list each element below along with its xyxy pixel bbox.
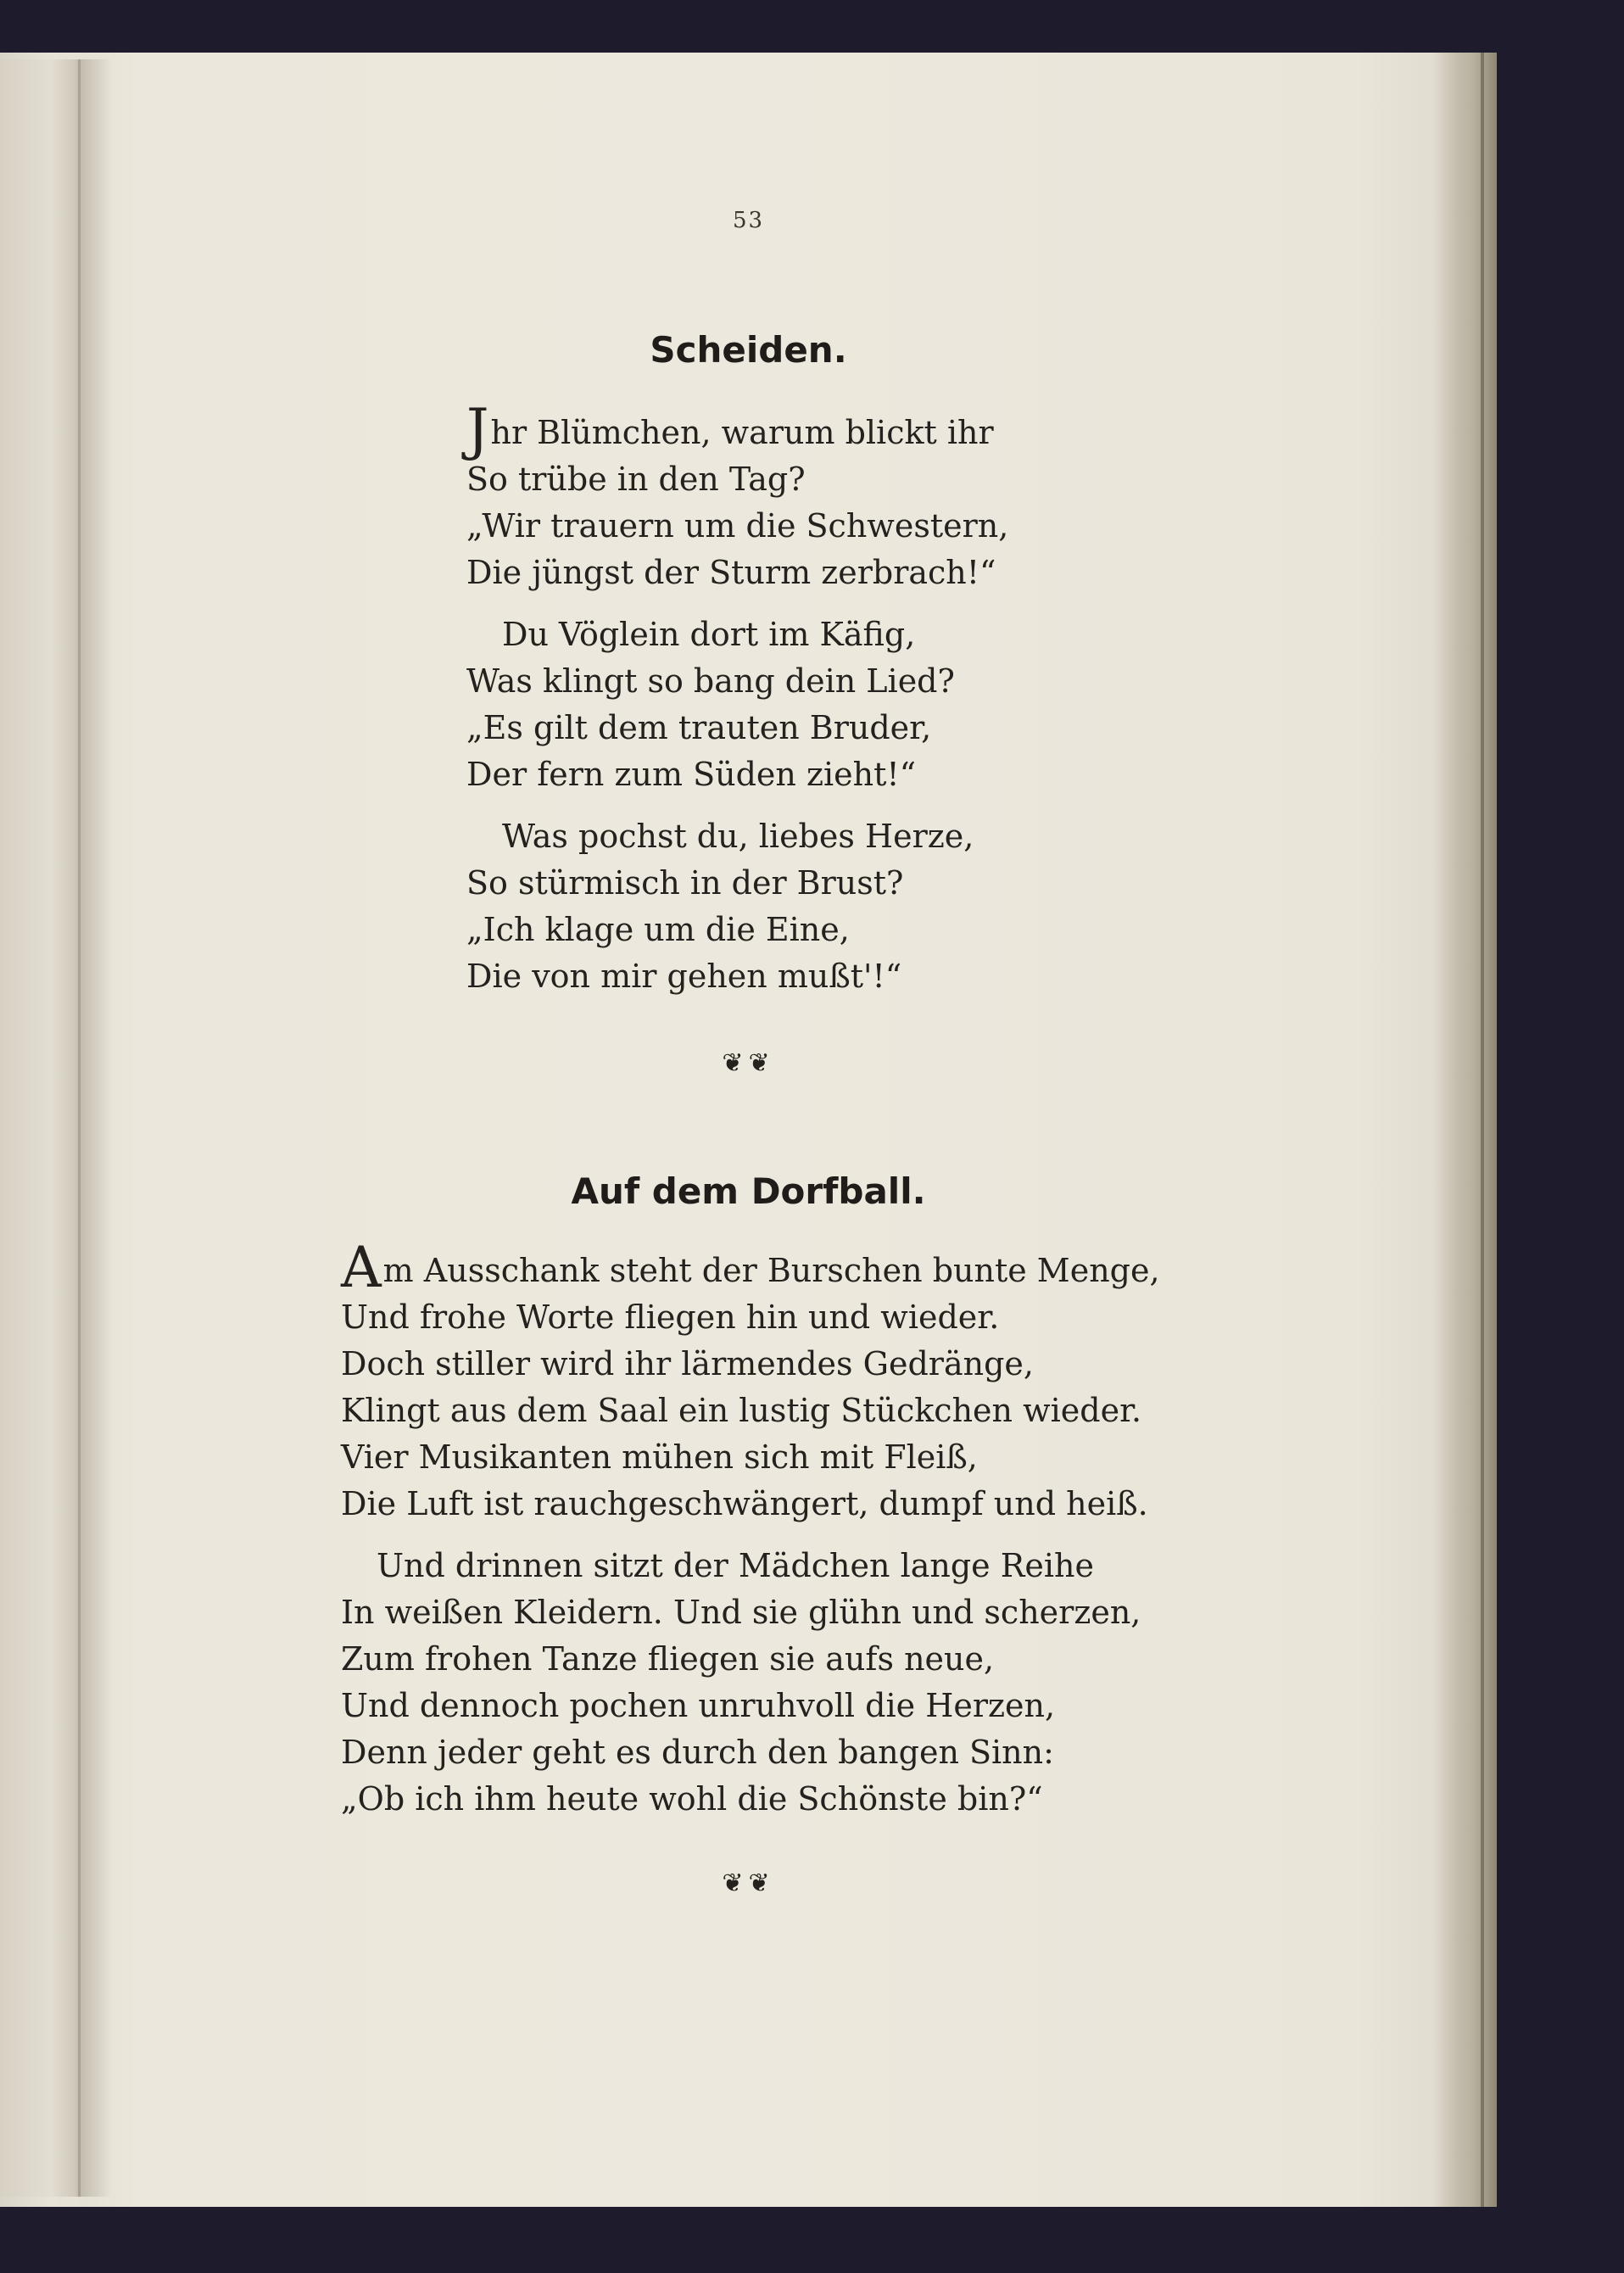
poem-line: So trübe in den Tag? — [466, 461, 806, 498]
stanza — [341, 1235, 1160, 1527]
poem-line: Und drinnen sitzt der Mädchen lange Reihe — [377, 1547, 1094, 1584]
stanza — [341, 1543, 1160, 1823]
poem-line: „Ob ich ihm heute wohl die Schönste bin?“ — [341, 1780, 1043, 1818]
page-number: 53 — [732, 208, 765, 233]
poem-line: So stürmisch in der Brust? — [466, 864, 904, 902]
poem-auf-dem-dorfball — [341, 1235, 1160, 1838]
stanza — [466, 612, 1008, 798]
poem-line: Die Luft ist rauchgeschwängert, dumpf und heiß. — [341, 1485, 1148, 1522]
poem-line: Doch stiller wird ihr lärmendes Gedränge, — [341, 1345, 1034, 1382]
poem-line: Die jüngst der Sturm zerbrach!“ — [466, 554, 996, 591]
poem-line: Der fern zum Süden zieht!“ — [466, 756, 917, 793]
poem-line: „Wir trauern um die Schwestern, — [466, 507, 1009, 545]
poem-line: Was klingt so bang dein Lied? — [466, 662, 955, 700]
poem-line: Denn jeder geht es durch den bangen Sinn: — [341, 1734, 1054, 1771]
stanza — [466, 813, 1008, 1000]
poem-line: Du Vöglein dort im Käfig, — [502, 616, 916, 653]
poem-title-auf-dem-dorfball: Auf dem Dorfball. — [571, 1170, 926, 1212]
poem-line: Zum frohen Tanze fliegen sie aufs neue, — [341, 1640, 995, 1678]
poem-line: Klingt aus dem Saal ein lustig Stückchen wieder. — [341, 1392, 1142, 1429]
poem-title-scheiden: Scheiden. — [650, 329, 847, 371]
ornament-divider-end: ❦❦ — [722, 1868, 775, 1898]
drop-cap: J — [466, 397, 489, 462]
drop-cap: A — [341, 1235, 382, 1300]
poem-line: Am Ausschank steht der Burschen bunte Menge, — [341, 1235, 1160, 1300]
poem-line: Was pochst du, liebes Herze, — [502, 818, 974, 855]
ornament-divider: ❦❦ — [722, 1048, 775, 1078]
poem-line: Und frohe Worte fliegen hin und wieder. — [341, 1298, 1000, 1336]
poem-line: Jhr Blümchen, warum blickt ihr — [466, 397, 994, 462]
poem-scheiden — [466, 397, 1009, 1015]
poem-line: Und dennoch pochen unruhvoll die Herzen, — [341, 1687, 1056, 1724]
poem-line: „Es gilt dem trauten Bruder, — [466, 709, 932, 746]
poem-line: Die von mir gehen mußt'!“ — [466, 958, 902, 995]
poem-line: „Ich klage um die Eine, — [466, 911, 850, 948]
poem-line: Vier Musikanten mühen sich mit Fleiß, — [341, 1438, 978, 1476]
poem-line: In weißen Kleidern. Und sie glühn und scherzen, — [341, 1594, 1141, 1631]
stanza — [466, 397, 1009, 596]
